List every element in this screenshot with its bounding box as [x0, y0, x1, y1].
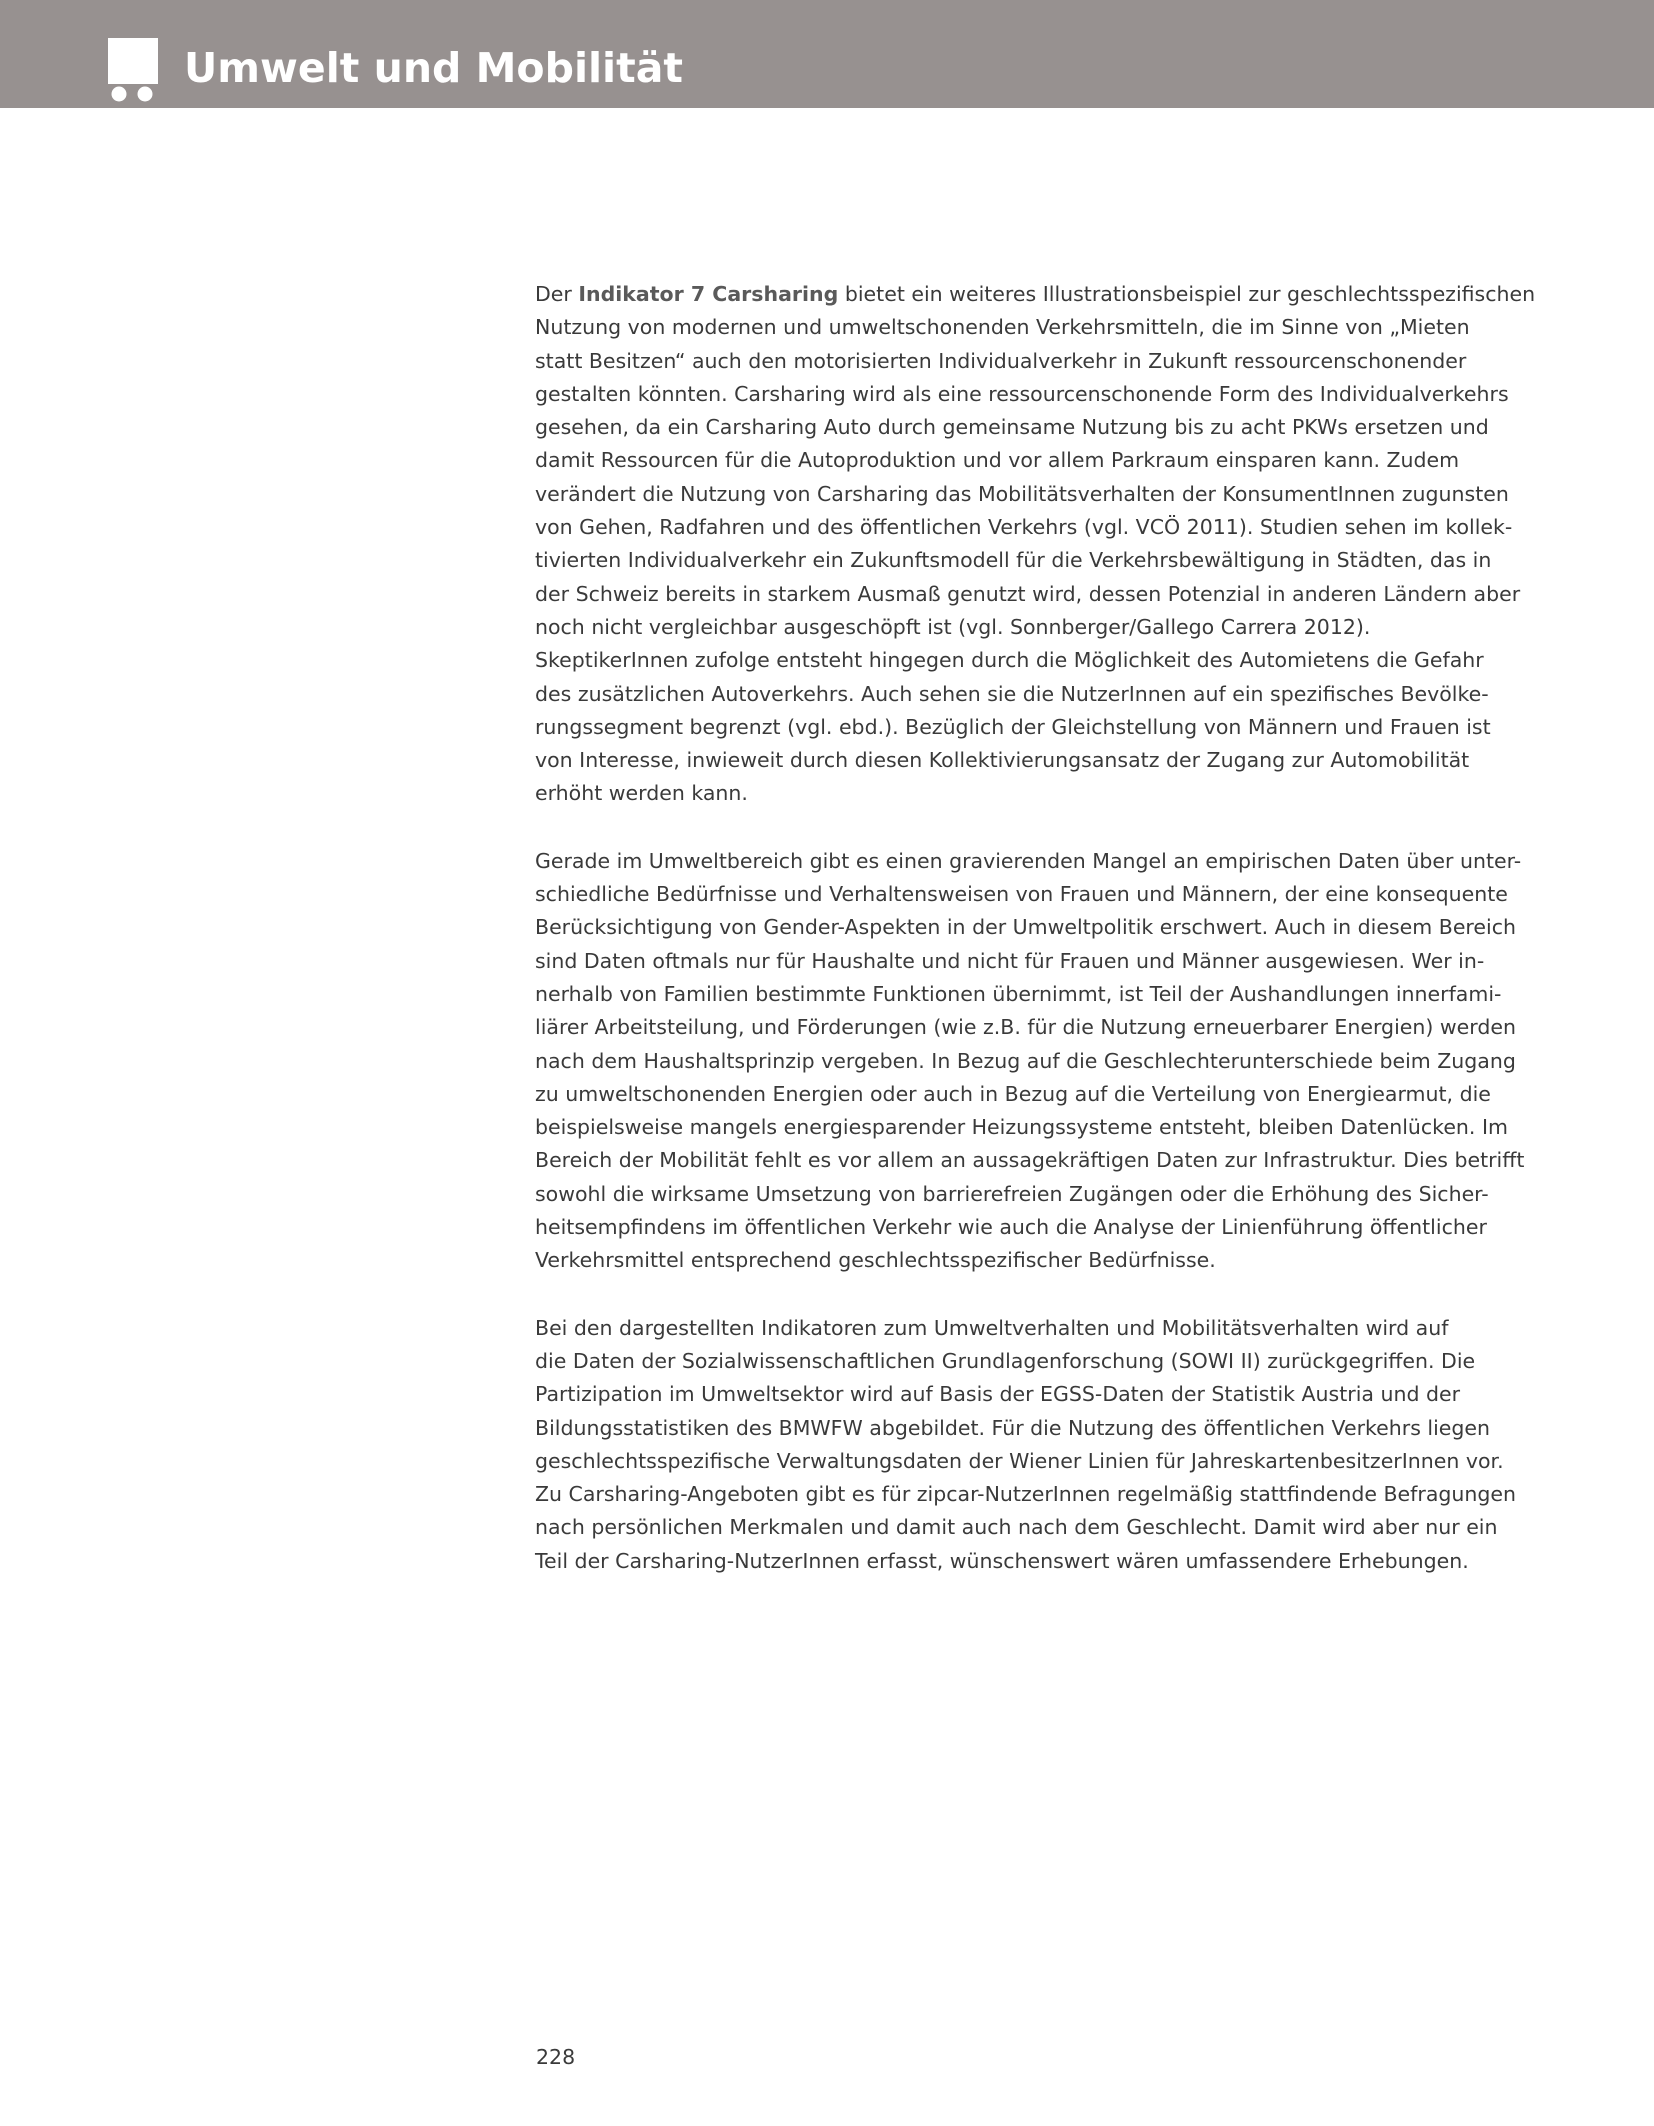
paragraph-carsharing — [535, 278, 1536, 811]
text-line: geschlechtsspezifische Verwaltungsdaten der Wiener Linien für JahreskartenbesitzerInnen vor. — [535, 1448, 1504, 1473]
text-line: tivierten Individualverkehr ein Zukunftsmodell für die Verkehrsbewältigung in Städten, das in — [535, 548, 1492, 573]
text-line: liärer Arbeitsteilung, und Förderungen (wie z.B. für die Nutzung erneuerbarer Energien) werden — [535, 1015, 1516, 1040]
text-line: die Daten der Sozialwissenschaftlichen Grundlagenforschung (SOWI II) zurückgegriffen. Die — [535, 1348, 1476, 1373]
text-line: noch nicht vergleichbar ausgeschöpft ist (vgl. Sonnberger/Gallego Carrera 2012). — [535, 614, 1371, 639]
text-line — [535, 278, 1536, 311]
text-line: SkeptikerInnen zufolge entsteht hingegen durch die Möglichkeit des Automietens die Gefahr — [535, 648, 1484, 673]
text-line: nerhalb von Familien bestimmte Funktionen übernimmt, ist Teil der Aushandlungen innerfami- — [535, 981, 1502, 1006]
text-line: Bereich der Mobilität fehlt es vor allem an aussagekräftigen Daten zur Infrastruktur. Dies betrifft — [535, 1148, 1525, 1173]
text-line: Partizipation im Umweltsektor wird auf Basis der EGSS-Daten der Statistik Austria und der — [535, 1382, 1461, 1407]
page-title: Umwelt und Mobilität — [184, 44, 683, 92]
text-line: verändert die Nutzung von Carsharing das Mobilitätsverhalten der KonsumentInnen zugunsten — [535, 481, 1509, 506]
text-line: damit Ressourcen für die Autoproduktion und vor allem Parkraum einsparen kann. Zudem — [535, 448, 1460, 473]
text-line: zu umweltschonenden Energien oder auch in Bezug auf die Verteilung von Energiearmut, die — [535, 1081, 1491, 1106]
text-line: von Gehen, Radfahren und des öffentlichen Verkehrs (vgl. VCÖ 2011). Studien sehen im kollek- — [535, 515, 1513, 540]
text-line: Teil der Carsharing-NutzerInnen erfasst, wünschenswert wären umfassendere Erhebungen. — [535, 1548, 1469, 1573]
text-line-rest: bietet ein weiteres Illustrationsbeispiel zur geschlechtsspezifischen — [844, 282, 1536, 306]
text-line: gesehen, da ein Carsharing Auto durch gemeinsame Nutzung bis zu acht PKWs ersetzen und — [535, 415, 1489, 440]
paragraph-data-sources — [535, 1312, 1516, 1578]
text-line: heitsempfindens im öffentlichen Verkehr wie auch die Analyse der Linienführung öffentlicher — [535, 1215, 1487, 1240]
text-line: Zu Carsharing-Angeboten gibt es für zipcar-NutzerInnen regelmäßig stattfindende Befragungen — [535, 1482, 1516, 1507]
text-line: der Schweiz bereits in starkem Ausmaß genutzt wird, dessen Potenzial in anderen Ländern aber — [535, 581, 1521, 606]
text-line: Verkehrsmittel entsprechend geschlechtsspezifischer Bedürfnisse. — [535, 1248, 1216, 1273]
text-line: statt Besitzen“ auch den motorisierten Individualverkehr in Zukunft ressourcenschonender — [535, 348, 1467, 373]
text-line: Berücksichtigung von Gender-Aspekten in der Umweltpolitik erschwert. Auch in diesem Bereich — [535, 915, 1516, 940]
text-line: des zusätzlichen Autoverkehrs. Auch sehen sie die NutzerInnen auf ein spezifisches Bevölke- — [535, 681, 1489, 706]
text-line: gestalten könnten. Carsharing wird als eine ressourcenschonende Form des Individualverkehrs — [535, 381, 1509, 406]
text-line: schiedliche Bedürfnisse und Verhaltensweisen von Frauen und Männern, der eine konsequente — [535, 882, 1508, 907]
text-line: von Interesse, inwieweit durch diesen Kollektivierungsansatz der Zugang zur Automobilität — [535, 748, 1470, 773]
header-bar — [0, 0, 1654, 108]
text-line: sowohl die wirksame Umsetzung von barrierefreien Zugängen oder die Erhöhung des Sicher- — [535, 1181, 1489, 1206]
text-line: Gerade im Umweltbereich gibt es einen gravierenden Mangel an empirischen Daten über unter- — [535, 848, 1522, 873]
text-line: rungssegment begrenzt (vgl. ebd.). Bezüglich der Gleichstellung von Männern und Frauen ist — [535, 714, 1491, 739]
text-line: nach dem Haushaltsprinzip vergeben. In Bezug auf die Geschlechterunterschiede beim Zugang — [535, 1048, 1516, 1073]
lead-word: Der — [535, 282, 572, 306]
text-line: Bei den dargestellten Indikatoren zum Umweltverhalten und Mobilitätsverhalten wird auf — [535, 1315, 1449, 1340]
text-line: nach persönlichen Merkmalen und damit auch nach dem Geschlecht. Damit wird aber nur ein — [535, 1515, 1498, 1540]
text-line: sind Daten oftmals nur für Haushalte und nicht für Frauen und Männer ausgewiesen. Wer in- — [535, 948, 1485, 973]
text-line: beispielsweise mangels energiesparender Heizungssysteme entsteht, bleiben Datenlücken. Im — [535, 1115, 1508, 1140]
indicator-highlight: Indikator 7 Carsharing — [578, 282, 839, 306]
text-line: Nutzung von modernen und umweltschonenden Verkehrsmitteln, die im Sinne von „Mieten — [535, 315, 1470, 340]
main-content — [535, 278, 1536, 1612]
paragraph-data-gaps — [535, 845, 1525, 1278]
text-line: erhöht werden kann. — [535, 781, 748, 806]
page-number: 228 — [536, 2045, 576, 2069]
trolley-icon — [108, 38, 158, 102]
text-line: Bildungsstatistiken des BMWFW abgebildet. Für die Nutzung des öffentlichen Verkehrs liegen — [535, 1415, 1491, 1440]
